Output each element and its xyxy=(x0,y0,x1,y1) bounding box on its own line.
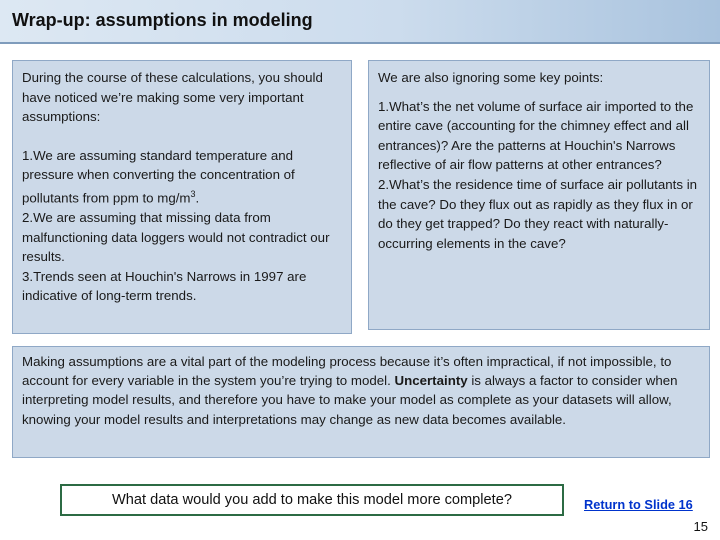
spacer xyxy=(378,88,699,97)
ignored-points-box xyxy=(368,60,710,330)
slide-title: Wrap-up: assumptions in modeling xyxy=(12,10,313,30)
assumptions-box xyxy=(12,60,352,334)
title-bar xyxy=(0,0,720,42)
spacer xyxy=(22,127,341,146)
ignored-intro: We are also ignoring some key points: xyxy=(378,70,604,85)
summary-box xyxy=(12,346,710,458)
assumption-item-1-end: . xyxy=(195,190,200,206)
assumption-item-1 xyxy=(22,146,341,208)
assumption-item-2: 2.We are assuming that missing data from malfunctioning data loggers would not contradict our results. xyxy=(22,209,330,265)
page-number: 15 xyxy=(693,519,708,534)
summary-paragraph xyxy=(22,352,699,429)
return-to-slide-link[interactable]: Return to Slide 16 xyxy=(584,497,693,512)
superscript-3: 3 xyxy=(190,188,196,199)
assumption-item-1-text: 1.We are assuming standard temperature and pressure when converting the concentration of pollutants from ppm to mg/m xyxy=(22,147,295,206)
ignored-item-1: 1.What’s the net volume of surface air imported to the entire cave (accounting for the chimney effect and all entrances)? Are the patterns at Houchin's Narrows reflective of air flow patterns at other entrances? xyxy=(378,98,694,173)
assumptions-intro: During the course of these calculations, you should have noticed we’re making some very important assumptions: xyxy=(22,70,323,125)
title-divider xyxy=(0,42,720,44)
discussion-question: What data would you add to make this model more complete? xyxy=(60,484,564,516)
ignored-item-2: 2.What’s the residence time of surface air pollutants in the cave? Do they flux out as rapidly as they flux in or do they get trapped? Do they react with naturally-occurring elements in the cave? xyxy=(378,176,698,251)
summary-text-start: Making assumptions are a vital part of the modeling process because it’s often impractical, if not impossible, to account for every variable in the system you’re trying to model. xyxy=(22,354,672,389)
uncertainty-emphasis: Uncertainty xyxy=(394,373,468,389)
assumption-item-3: 3.Trends seen at Houchin's Narrows in 1997 are indicative of long-term trends. xyxy=(22,268,307,304)
summary-text-end: is always a factor to consider when interpreting model results, and therefore you have to make your model as complete as your datasets will allow, knowing your model results and interpretations may change as new data becomes available. xyxy=(22,373,678,427)
